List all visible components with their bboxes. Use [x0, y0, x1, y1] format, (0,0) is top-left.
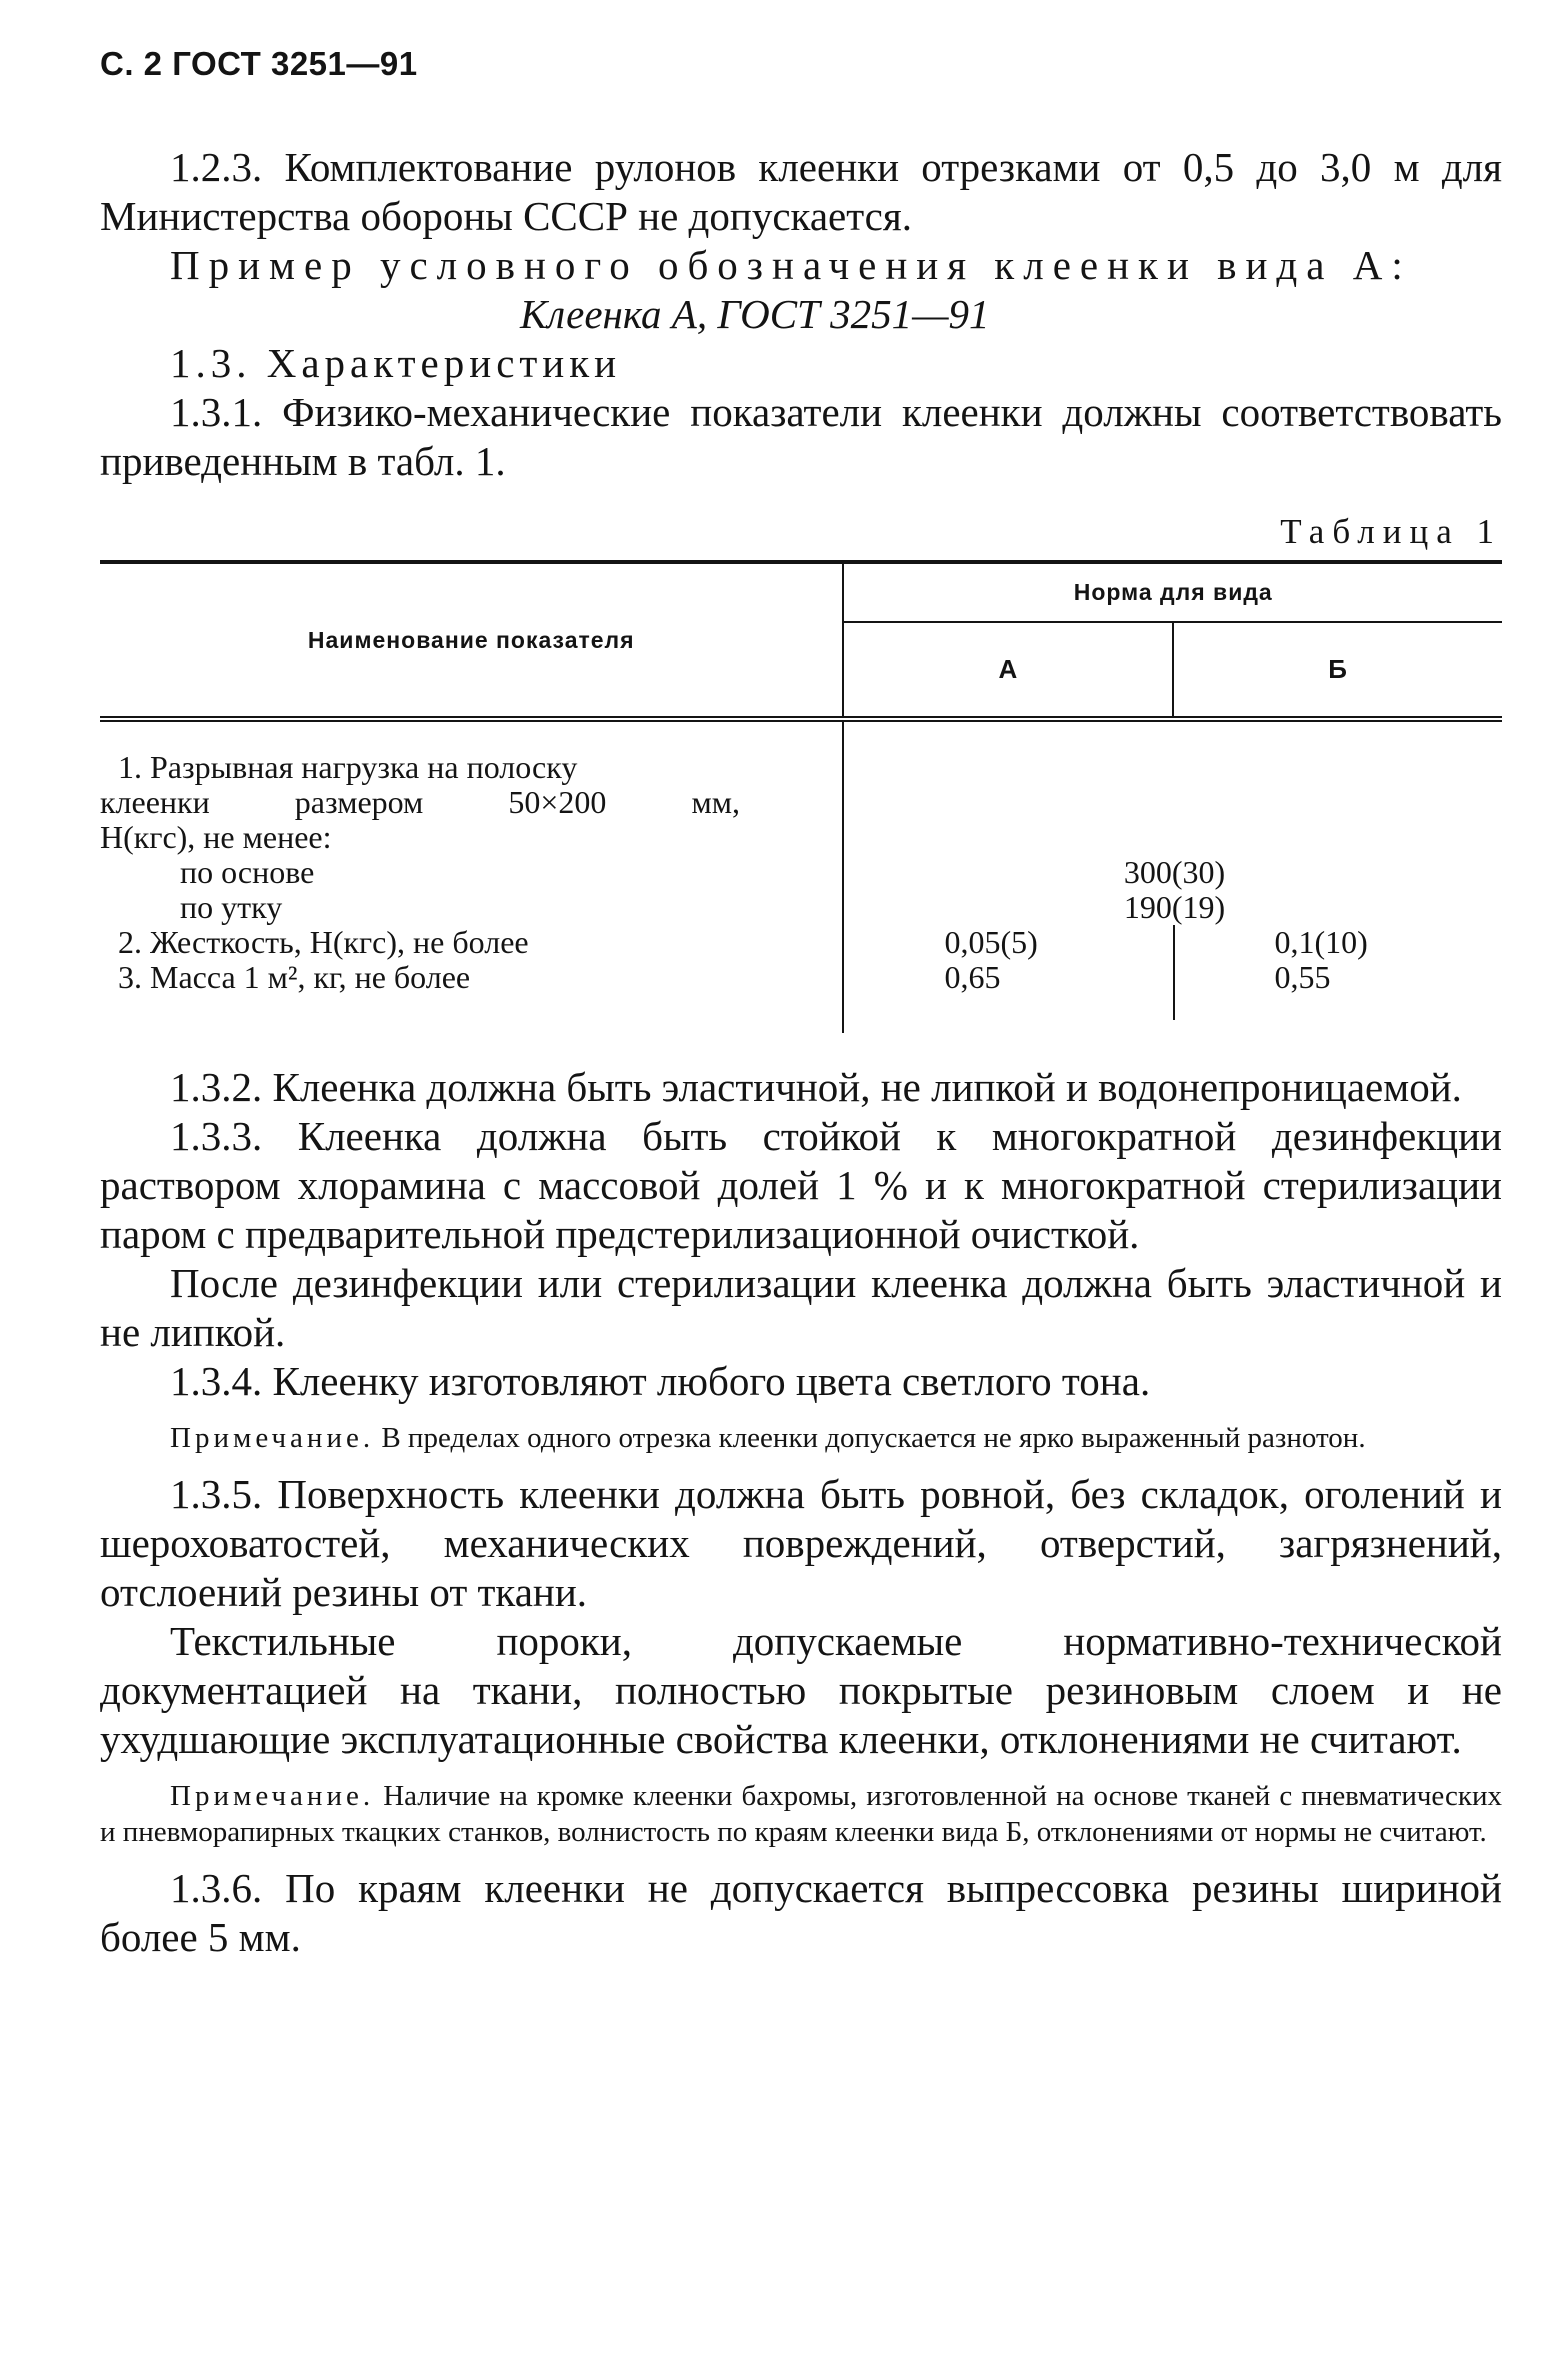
header-norm: Норма для вида	[843, 562, 1502, 622]
value-b: 0,55	[1274, 959, 1331, 995]
characteristics-table	[100, 560, 1502, 1033]
paragraph-1-2-3: 1.2.3. Комплектование рулонов клеенки отрезками от 0,5 до 3,0 м для Министерства обороны СССР не допускается.	[100, 144, 1502, 239]
common-value: 300(30)	[1123, 854, 1226, 890]
value-a: 0,65	[944, 959, 1001, 995]
value-a: 0,05(5)	[944, 924, 1038, 960]
note-text: В пределах одного отрезка клеенки допускается не ярко выраженный разнотон.	[381, 1422, 1366, 1454]
paragraph-1-3-5: 1.3.5. Поверхность клеенки должна быть ровной, без складок, оголений и шероховатостей, механических повреждений, отверстий, загрязнений, отслоений резины от ткани.	[100, 1471, 1502, 1615]
header-col-a: А	[843, 622, 1173, 719]
example-label: Пример условного обозначения клеенки вида А:	[170, 242, 1412, 288]
paragraph-1-3-1: 1.3.1. Физико-механические показатели клеенки должны соответствовать приведенным в табл. 1.	[100, 389, 1502, 484]
note-text: Наличие на кромке клеенки бахромы, изготовленной на основе тканей с пневматических и пневморапирных ткацких станков, волнистость по краям клеенки вида Б, отклонениями от нормы не считают.	[100, 1780, 1503, 1848]
table-row-name: по утку	[180, 889, 283, 925]
paragraph-1-3-6: 1.3.6. По краям клеенки не допускается выпрессовка резины шириной более 5 мм.	[100, 1865, 1502, 1960]
paragraph-1-3-2: 1.3.2. Клеенка должна быть эластичной, не липкой и водонепроницаемой.	[170, 1064, 1462, 1110]
note-2	[100, 1778, 1502, 1850]
common-value: 190(19)	[1123, 889, 1226, 925]
table-row-name: 1. Разрывная нагрузка на полоску	[118, 749, 578, 785]
section-heading-1-3: 1.3. Характеристики	[170, 340, 622, 386]
table-caption: Таблица 1	[1280, 512, 1502, 551]
table-body-row	[100, 719, 1502, 1033]
note-label: Примечание.	[170, 1422, 375, 1454]
paragraph-textile-defects: Текстильные пороки, допускаемые нормативно-технической документацией на ткани, полностью покрытые резиновым слоем и не ухудшающие эксплуатационные свойства клеенки, отклонениями не считают.	[100, 1618, 1502, 1762]
header-col-b: Б	[1173, 622, 1502, 719]
note-1	[100, 1420, 1502, 1456]
indicator-column	[100, 719, 843, 1033]
table-row-name: 2. Жесткость, Н(кгс), не более	[118, 924, 529, 960]
ab-divider	[1173, 925, 1175, 1020]
table-row-name: клеенки размером 50×200 мм,	[100, 784, 740, 820]
note-label: Примечание.	[170, 1780, 375, 1812]
table-row-name: 3. Масса 1 м², кг, не более	[118, 959, 471, 995]
paragraph-1-3-3: 1.3.3. Клеенка должна быть стойкой к многократной дезинфекции раствором хлорамина с массовой долей 1 % и к многократной стерилизации паром с предварительной предстерилизационной очисткой.	[100, 1113, 1502, 1257]
document-body	[100, 143, 1502, 1962]
page-header: С. 2 ГОСТ 3251—91	[100, 45, 418, 82]
example-designation: Клеенка А, ГОСТ 3251—91	[520, 291, 990, 337]
norm-columns	[843, 719, 1502, 1033]
header-indicator: Наименование показателя	[100, 562, 843, 719]
table-row-name: Н(кгс), не менее:	[100, 819, 332, 855]
table-row-name: по основе	[180, 854, 315, 890]
paragraph-1-3-4: 1.3.4. Клеенку изготовляют любого цвета светлого тона.	[170, 1358, 1151, 1404]
paragraph-after-disinfection: После дезинфекции или стерилизации клеенка должна быть эластичной и не липкой.	[100, 1260, 1502, 1355]
value-b: 0,1(10)	[1274, 924, 1368, 960]
